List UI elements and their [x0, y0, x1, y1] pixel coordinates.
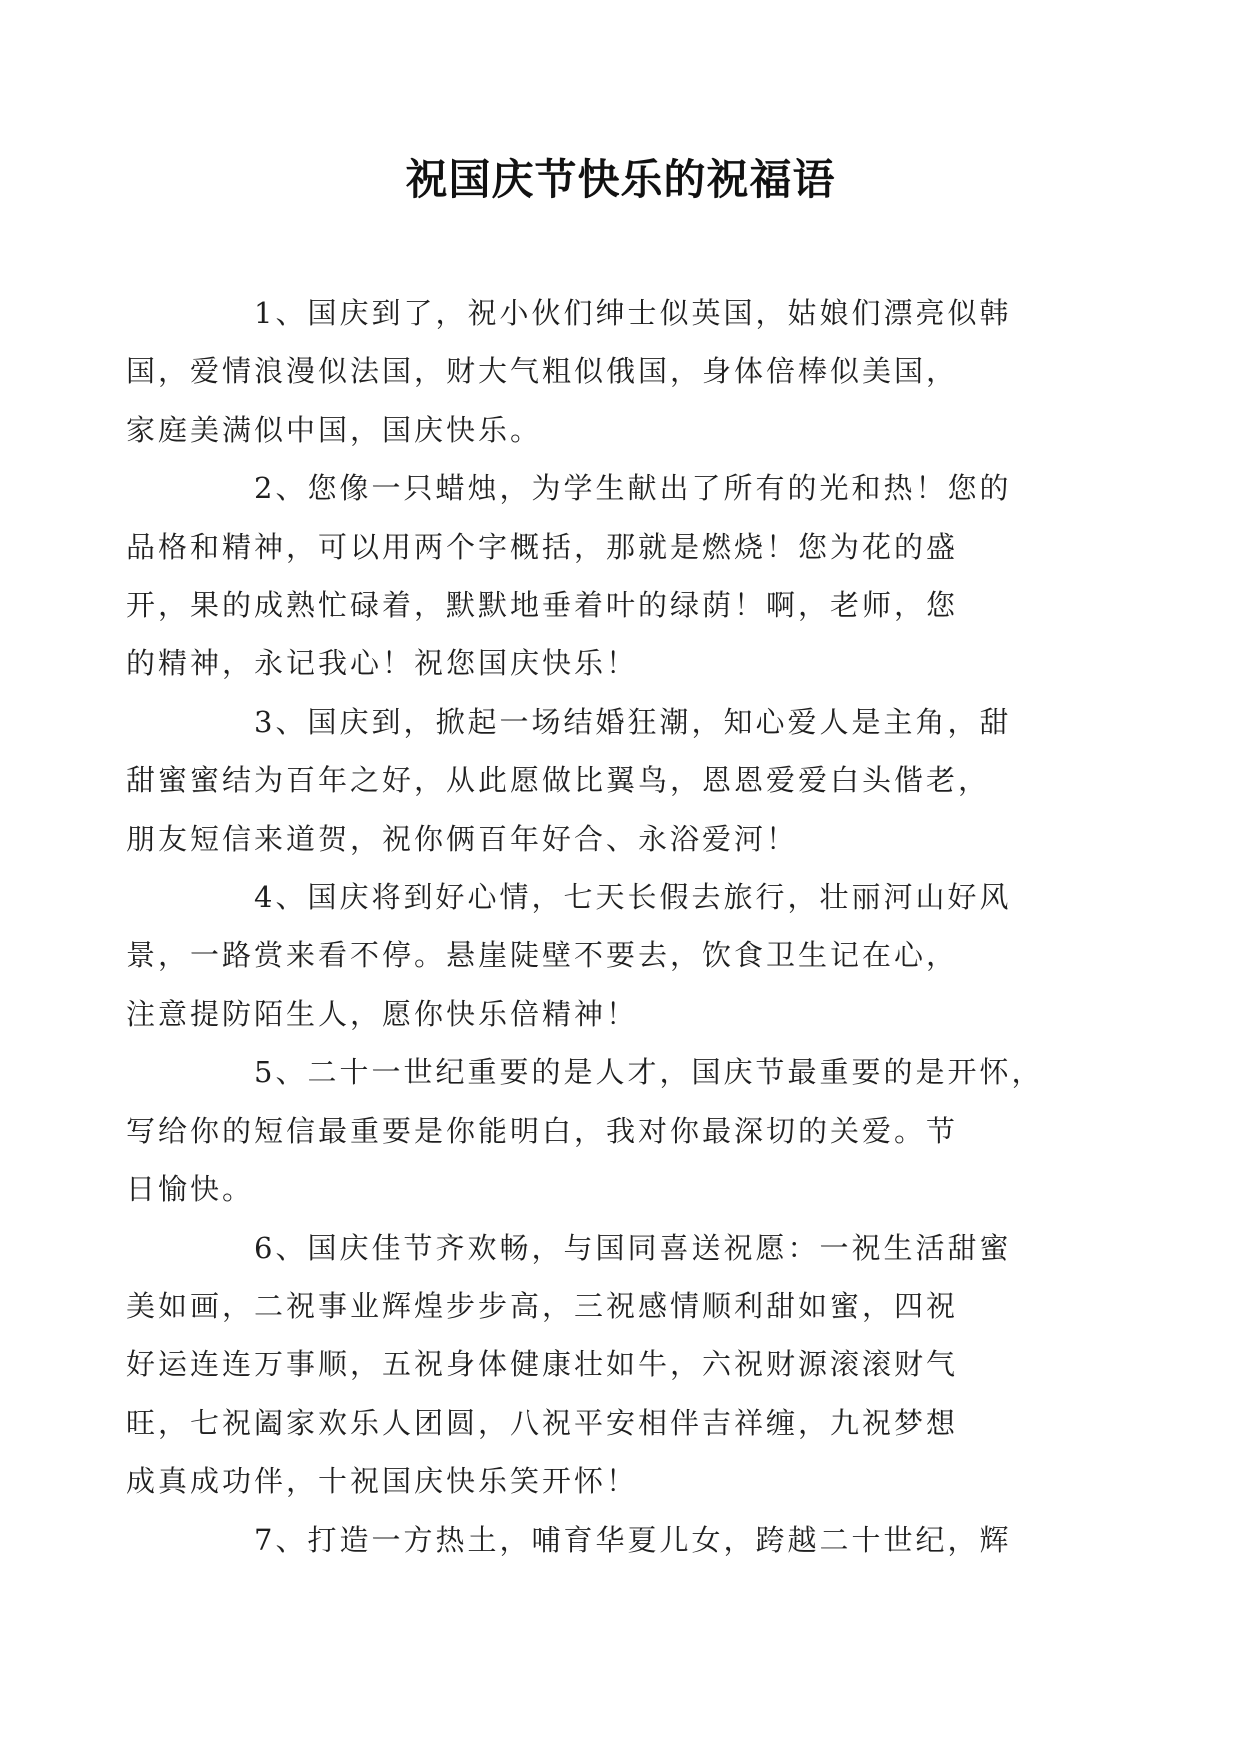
paragraph-5: [126, 1043, 1070, 1218]
document-body: [126, 284, 1070, 1569]
paragraph-2: [126, 459, 1070, 693]
paragraph-line: 7、打造一方热土，哺育华夏儿女，跨越二十世纪，辉: [254, 1522, 1012, 1557]
paragraph-line: 注意提防陌生人，愿你快乐倍精神！: [126, 996, 639, 1031]
paragraph-line: 开，果的成熟忙碌着，默默地垂着叶的绿荫！啊，老师，您: [126, 588, 959, 623]
paragraph-line: 美如画，二祝事业辉煌步步高，三祝感情顺利甜如蜜，四祝: [126, 1288, 959, 1323]
paragraph-line: 日愉快。: [126, 1172, 255, 1207]
paragraph-7: [190, 1511, 1070, 1569]
paragraph-line: 国，爱情浪漫似法国，财大气粗似俄国，身体倍棒似美国，: [126, 354, 959, 389]
paragraph-line: 朋友短信来道贺，祝你俩百年好合、永浴爱河！: [126, 821, 799, 856]
paragraph-line: 写给你的短信最重要是你能明白，我对你最深切的关爱。节: [126, 1113, 959, 1148]
document-title: 祝国庆节快乐的祝福语: [405, 155, 836, 204]
paragraph-line: 成真成功伴，十祝国庆快乐笑开怀！: [126, 1464, 639, 1499]
paragraph-line: 好运连连万事顺，五祝身体健康壮如牛，六祝财源滚滚财气: [126, 1347, 959, 1382]
paragraph-line: 家庭美满似中国，国庆快乐。: [126, 412, 543, 447]
paragraph-line: 品格和精神，可以用两个字概括，那就是燃烧！您为花的盛: [126, 529, 959, 564]
paragraph-line: 景，一路赏来看不停。悬崖陡壁不要去，饮食卫生记在心，: [126, 938, 959, 973]
paragraph-line: 3、国庆到，掀起一场结婚狂潮，知心爱人是主角，甜: [254, 704, 1012, 739]
paragraph-1: [126, 284, 1070, 459]
paragraph-line: 4、国庆将到好心情，七天长假去旅行，壮丽河山好风: [254, 880, 1012, 915]
paragraph-line: 1、国庆到了，祝小伙们绅士似英国，姑娘们漂亮似韩: [254, 296, 1012, 330]
paragraph-3: [126, 693, 1070, 868]
paragraph-line: 的精神，永记我心！祝您国庆快乐！: [126, 646, 639, 681]
paragraph-line: 5、二十一世纪重要的是人才，国庆节最重要的是开怀，: [254, 1055, 1044, 1090]
paragraph-6: [126, 1219, 1070, 1511]
paragraph-line: 6、国庆佳节齐欢畅，与国同喜送祝愿：一祝生活甜蜜: [254, 1230, 1012, 1265]
paragraph-line: 2、您像一只蜡烛，为学生献出了所有的光和热！您的: [254, 471, 1012, 506]
paragraph-line: 旺，七祝阖家欢乐人团圆，八祝平安相伴吉祥缠，九祝梦想: [126, 1405, 959, 1440]
paragraph-line: 甜蜜蜜结为百年之好，从此愿做比翼鸟，恩恩爱爱白头偕老，: [126, 763, 991, 798]
paragraph-4: [126, 868, 1070, 1043]
